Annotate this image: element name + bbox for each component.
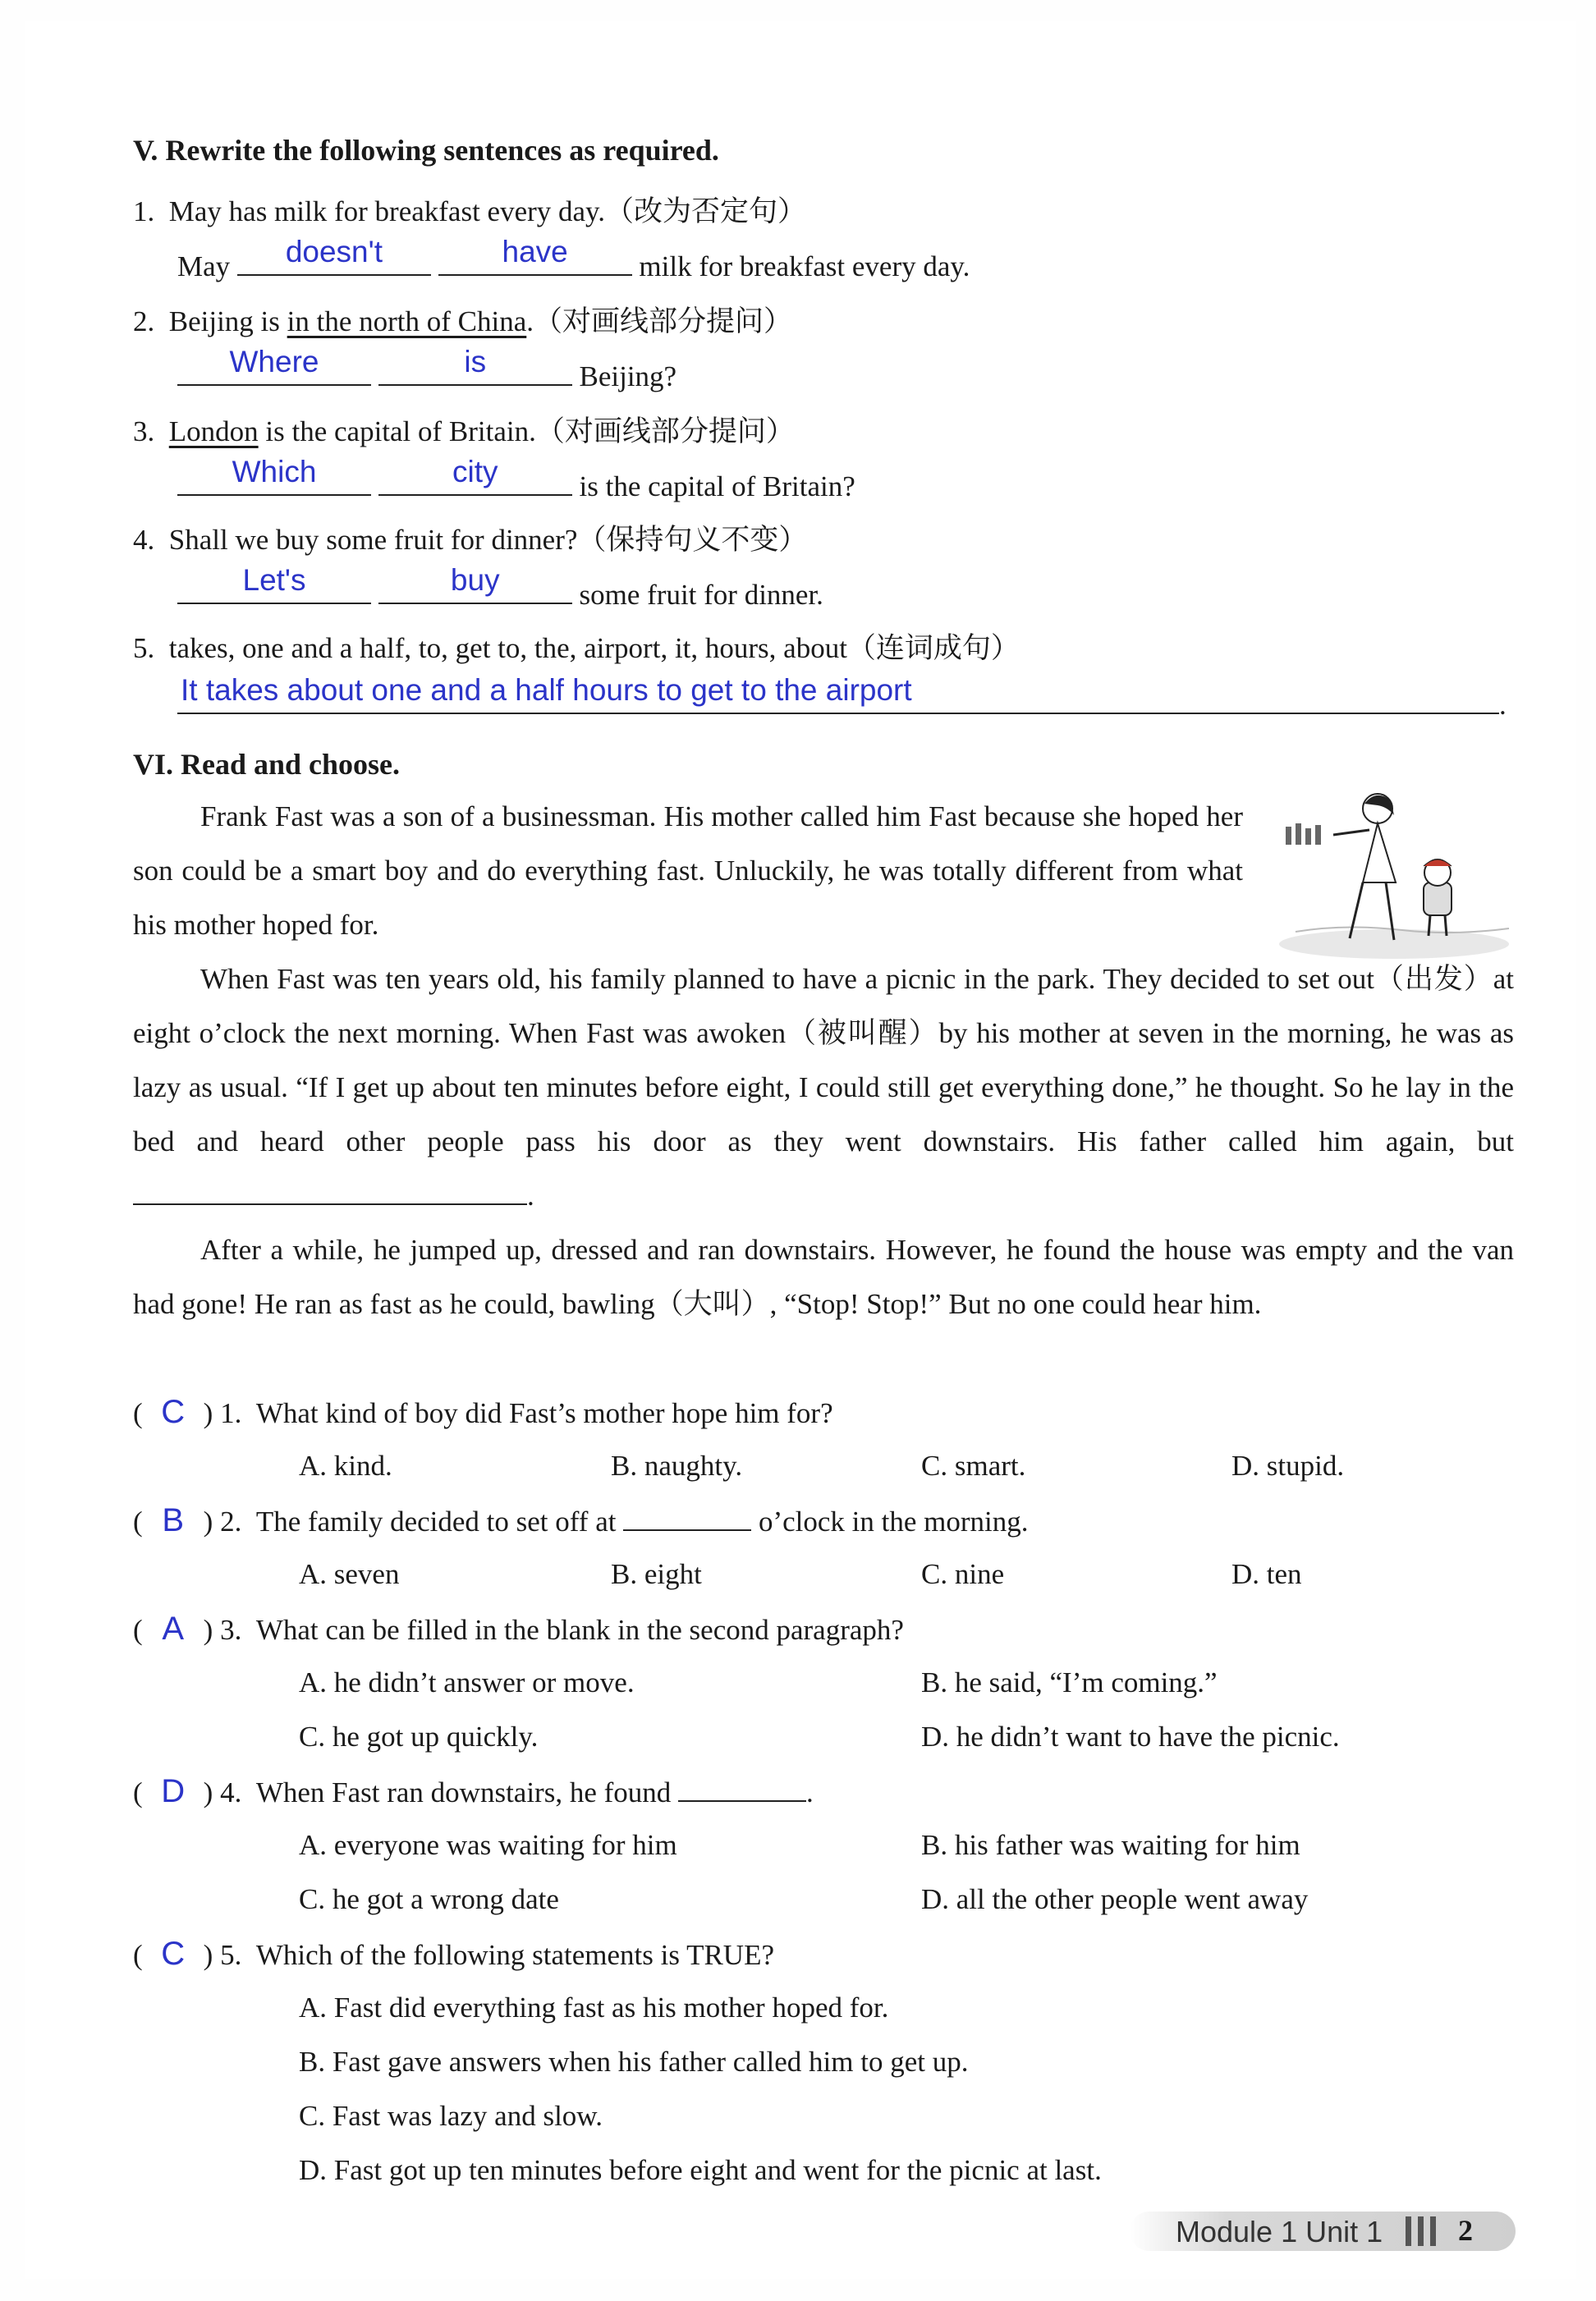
answer-mark: A [162,1611,184,1647]
section-5-title: V. Rewrite the following sentences as required. [133,134,719,167]
option[interactable]: B. he said, “I’m coming.” [921,1666,1218,1698]
option[interactable]: D. Fast got up ten minutes before eight and went for the picnic at last. [299,2154,1102,2186]
option[interactable]: C. he got a wrong date [299,1883,559,1915]
answer-blank[interactable]: city [378,461,572,496]
answer-mark: C [161,1394,186,1430]
passage-blank[interactable] [133,1179,527,1205]
q5-5-prompt: 5. takes, one and a half, to, get to, the, airport, it, hours, about（连词成句） [133,632,1020,664]
q5-1-answer-line: May doesn't have milk for breakfast every day. [177,235,970,282]
option[interactable]: D. he didn’t want to have the picnic. [921,1721,1340,1753]
answer-blank[interactable]: buy [378,570,572,604]
q5-2-prompt: 2. Beijing is in the north of China.（对画线部分提问） [133,305,793,337]
section-6-title: VI. Read and choose. [133,748,401,781]
mother-child-illustration [1271,784,1517,960]
answer-mark: D [161,1773,186,1809]
mc-question-4: ( D ) 4. When Fast ran downstairs, he found . [133,1773,814,1809]
answer-blank[interactable]: Where [177,351,371,386]
answer-blank[interactable]: It takes about one and a half hours to get to the airport [177,673,1499,714]
option[interactable]: B. Fast gave answers when his father called him to get up. [299,2046,969,2078]
option[interactable]: D. all the other people went away [921,1883,1309,1915]
option[interactable]: C. Fast was lazy and slow. [299,2100,603,2132]
mc-question-2: ( B ) 2. The family decided to set off at o’clock in the morning. [133,1502,1029,1538]
option[interactable]: A. Fast did everything fast as his mother hoped for. [299,1992,889,2024]
option[interactable]: B. naughty. [611,1450,743,1482]
mc-question-1: ( C ) 1. What kind of boy did Fast’s mother hope him for? [133,1394,833,1430]
option[interactable]: D. ten [1231,1558,1302,1590]
answer-blank[interactable]: is [378,351,572,386]
q5-5-answer-line: It takes about one and a half hours to get to the airport . [177,673,1507,722]
q5-3-prompt: 3. London is the capital of Britain.（对画线部分提问） [133,415,795,447]
answer-blank[interactable]: have [438,241,632,276]
page-number: 2 [1458,2214,1473,2247]
option[interactable]: C. nine [921,1558,1005,1590]
option[interactable]: C. he got up quickly. [299,1721,539,1753]
question-blank[interactable] [623,1506,751,1531]
answer-mark: B [162,1502,184,1538]
answer-blank[interactable]: Let's [177,570,371,604]
option[interactable]: B. his father was waiting for him [921,1829,1300,1861]
option[interactable]: C. smart. [921,1450,1026,1482]
option[interactable]: A. kind. [299,1450,392,1482]
q5-3-answer-line: Which city is the capital of Britain? [177,461,855,503]
q5-2-answer-line: Where is Beijing? [177,351,676,393]
mc-question-3: ( A ) 3. What can be filled in the blank in the second paragraph? [133,1611,904,1647]
answer-blank[interactable]: doesn't [237,241,431,276]
passage-paragraph-2: When Fast was ten years old, his family planned to have a picnic in the park. They decided to set out（出发）at eight o’clock the next morning. When Fast was awoken（被叫醒）by his mother at seven in the morning, he was as lazy as usual. “If I get up about ten minutes before eight, I could still get everything done,” he thought. So he lay in the bed and heard other people pass his door as they went downstairs. His father called him again, but . [133,963,1514,1212]
q5-4-answer-line: Let's buy some fruit for dinner. [177,570,823,612]
option[interactable]: A. seven [299,1558,400,1590]
option[interactable]: A. he didn’t answer or move. [299,1666,635,1698]
passage-paragraph-3: After a while, he jumped up, dressed and ran downstairs. However, he found the house was empty and the van had gone! He ran as fast as he could, bawling（大叫）, “Stop! Stop!” But no one could hear him. [133,1234,1514,1320]
module-unit-label: Module 1 Unit 1 [1176,2215,1383,2248]
question-blank[interactable] [678,1777,806,1802]
q5-1-prompt: 1. May has milk for breakfast every day.（改为否定句） [133,195,807,227]
option[interactable]: B. eight [611,1558,702,1590]
option[interactable]: D. stupid. [1231,1450,1345,1482]
passage-paragraph-1: Frank Fast was a son of a businessman. His mother called him Fast because she hoped her son could be a smart boy and do everything fast. Unluckily, he was totally different from what his mother hoped for. [133,800,1243,941]
answer-blank[interactable]: Which [177,461,371,496]
option[interactable]: A. everyone was waiting for him [299,1829,677,1861]
answer-mark: C [161,1936,186,1972]
q5-4-prompt: 4. Shall we buy some fruit for dinner?（保持句义不变） [133,524,808,556]
mc-question-5: ( C ) 5. Which of the following statements is TRUE? [133,1936,774,1972]
stripes-icon [1404,2215,1440,2248]
